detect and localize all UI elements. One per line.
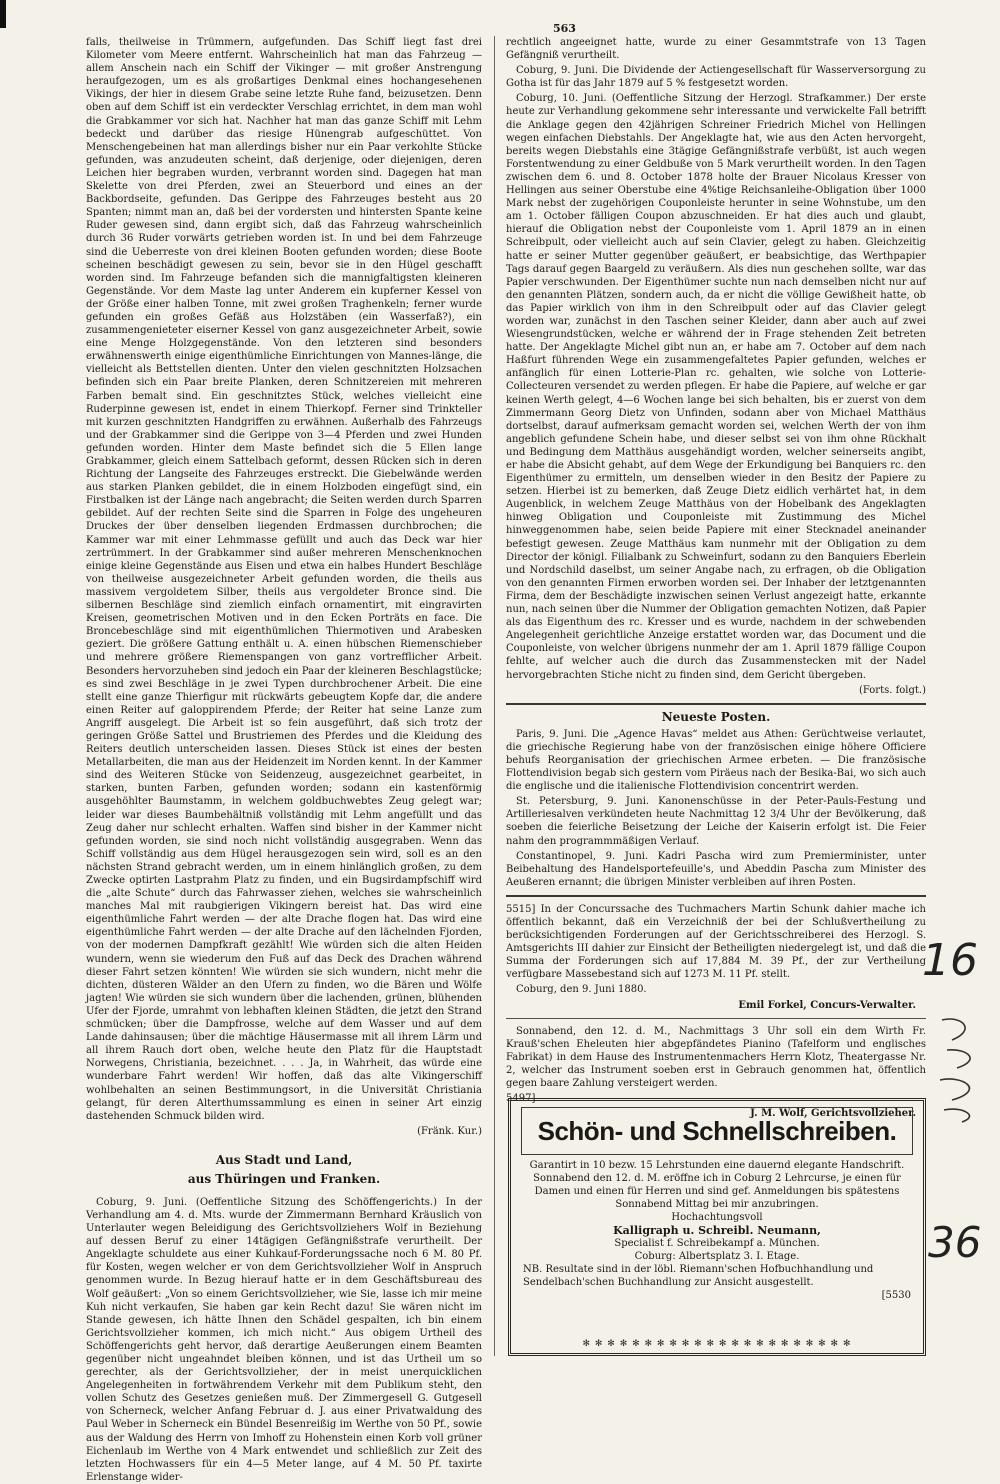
news-heading: Neueste Posten.: [661, 709, 771, 724]
article-dividend: Coburg, 9. Juni. Die Dividende der Actiengesellschaft für Wasserversorgung zu Gotha ist für das Jahr 1879 auf 5 % festgesetzt worden.: [506, 65, 926, 90]
column-divider: [494, 36, 495, 1356]
page-number: 563: [553, 22, 576, 35]
notice-rule: [506, 895, 926, 897]
news-paris: Paris, 9. Juni. Die „Agence Havas“ meldet aus Athen: Gerüchtweise verlautet, die griechische Regierung habe von der französischen einige höhere Officiere behufs Reorganisation der griechischen Armee erbeten. — Die französische Flottendivision begab sich gestern vom Piräeus nach der Besika-Bai, wo sich auch die englische und die italienische Flottendivision concentrirt werden.: [506, 728, 926, 793]
notice-pianino-signature: J. M. Wolf, Gerichtsvollzieher.: [750, 1108, 916, 1120]
scan-edge-mark: [0, 0, 6, 28]
news-constantinopel: Constantinopel, 9. Juni. Kadri Pascha wird zum Premierminister, unter Beibehaltung des Handelsportefeuille's, und Abeddin Pascha zum Minister des Aeußeren ernannt; die übrigen Minister verbleiben auf ihren Posten.: [506, 850, 926, 888]
advertisement-line-nb: NB. Resultate sind in der löbl. Riemann'schen Hofbuchhandlung und Sendelbach'schen Buchhandlung zur Ansicht ausgestellt.: [523, 1264, 874, 1288]
advertisement-title: Schön- und Schnellschreiben.: [521, 1107, 913, 1155]
notice-pianino: Sonnabend, den 12. d. M., Nachmittags 3 Uhr soll ein dem Wirth Fr. Krauß'schen Eheleuten hier abgepfändetes Pianino (Tafelform und englisches Fabrikat) in dem Hause des Instrumentenmachers Herrn Klotz, Theatergasse Nr. 2, welcher das Instrument soeben erst in Gebrauch genommen hat, öffentlich gegen baare Zahlung versteigert werden.: [506, 1025, 926, 1090]
notice-pianino-ref: 5497]: [506, 1093, 536, 1105]
notice-concurs: 5515] In der Concurssache des Tuchmachers Martin Schunk dahier mache ich öffentlich bekannt, daß ein Verzeichniß der bei der Schlußvertheilung zu berücksichtigenden Forderungen auf der Gerichtsschreiberei des Herzogl. S. Amtsgerichts III dahier zur Einsicht der Betheiligten niedergelegt ist, und daß die Summa der Forderungen sich auf 17,884 M. 39 Pf., der zur Vertheilung verfügbare Massebestand sich auf 1273 M. 11 Pf. stellt.: [506, 903, 926, 981]
handwritten-margin-note-36: 36: [928, 1218, 982, 1267]
article-source: (Fränk. Kur.): [417, 1125, 482, 1137]
notice-concurs-date: Coburg, den 9. Juni 1880.: [516, 984, 647, 996]
news-petersburg: St. Petersburg, 9. Juni. Kanonenschüsse in der Peter-Pauls-Festung und Artilleriesalven verkündeten heute Nachmittag 12 3/4 Uhr der Bevölkerung, daß soeben die feierliche Beisetzung der Leiche der Kaiserin erfolgt ist. Die Feier nahm den programmmäßigen Verlauf.: [506, 796, 926, 847]
advertisement-line-address: Coburg: Albertsplatz 3. I. Etage.: [634, 1251, 800, 1262]
article-continuation: rechtlich angeeignet hatte, wurde zu einer Gesammtstrafe von 13 Tagen Gefängniß verurtheilt.: [506, 37, 926, 62]
article-continued-note: (Forts. folgt.): [858, 684, 926, 696]
advertisement-line-name: Kalligraph u. Schreibl. Neumann,: [613, 1224, 821, 1237]
advertisement-line-guarantee: Garantirt in 10 bezw. 15 Lehrstunden eine dauernd elegante Handschrift.: [529, 1160, 905, 1171]
handwritten-margin-scribble: [932, 1010, 992, 1130]
advertisement-line-courses: Sonnabend den 12. d. M. eröffne ich in Coburg 2 Lehrcurse, je einen für Damen und einen für Herren und sind gef. Anmeldungen bis spätestens Sonnabend Mittag bei mir anzubringen.: [533, 1173, 901, 1210]
handwritten-margin-note-16: 16: [922, 935, 978, 986]
notice-divider: [506, 1018, 926, 1019]
notice-concurs-signature: Emil Forkel, Concurs-Verwalter.: [738, 999, 916, 1011]
section-heading-line-1: Aus Stadt und Land,: [215, 1152, 353, 1167]
advertisement-line-greeting: Hochachtungsvoll: [671, 1212, 763, 1223]
advertisement-line-specialist: Specialist f. Schreibekampf a. München.: [614, 1238, 820, 1249]
article-strafkammer: Coburg, 10. Juni. (Oeffentliche Sitzung der Herzogl. Strafkammer.) Der erste heute zur Verhandlung gekommene sehr interessante und verwickelte Fall betrifft die Anklage gegen den 42jährigen Schreiner Friedrich Michel von Hellingen wegen einfachen Diebstahls. Der Angeklagte hat, wie aus den Acten hervorgeht, bereits wegen Diebstahls eine 3tägige Gefängnißstrafe verbüßt, ist auch wegen Forstentwendung zu einer Geldbuße von 5 Mark verurtheilt worden. In den Tagen zwischen dem 6. und 8. October 1878 holte der Brauer Nicolaus Kresser von Hellingen aus seiner Oberstube eine 4%tige Reichsanleihe-Obligation über 1000 Mark nebst der zugehörigen Couponleiste herunter in seine Wohnstube, um den am 1. October fälligen Coupon abzuschneiden. Er hat dies auch und glaubt, hierauf die Obligation nebst der Couponleiste vom 1. April 1879 an in einen Schreibpult, oder vielleicht auch auf sein Clavier, gelegt zu haben. Gleichzeitig hatte er seiner Mutter gegenüber geäußert, er beabsichtige, das Werthpapier Tags darauf gegen Baargeld zu veräußern. Als dies nun geschehen sollte, war das Papier verschwunden. Der Eigenthümer suchte nun nach demselben nicht nur auf den genannten Plätzen, sondern auch, da er nicht die völlige Gewißheit hatte, ob das Papier wirklich von ihm in den Schreibpult oder auf das Clavier gelegt worden war, zunächst in den Taschen seiner Kleider, dann aber auch auf zwei Wiesengrundstücken, welche er während der in Frage stehenden Zeit betreten hatte. Der Angeklagte Michel gibt nun an, er habe am 7. October auf dem nach Haßfurt führenden Wege ein zusammengefaltetes Papier gefunden, welches er anfänglich für einen Lotterie-Plan rc. gehalten, wie solche von Lotterie-Collecteuren versendet zu werden pflegen. Er habe die Papiere, auf welche er gar keinen Werth gelegt, 4—6 Wochen lange bei sich behalten, bis er zuerst von dem Zimmermann Georg Dietz von Unfinden, sodann aber von Michael Matthäus dortselbst, darauf aufmerksam gemacht worden sei, welchen Werth der von ihm angeblich gefundene Schein habe, und dieser selbst sei von ihm ohne Rückhalt und Bedingung dem Matthäus ausgehändigt worden, welcher seinerseits angibt, er habe die Absicht gehabt, auf dem Wege der Erkundigung bei Banquiers rc. den Eigenthümer zu ermitteln, um denselben wieder in den Besitz der Papiere zu setzen. Hierbei ist zu bemerken, daß Zeuge Dietz eidlich verhärtet hat, in dem Augenblick, in welchem Zeuge Matthäus von der Hobelbank des Angeklagten hinweg Obligation und Couponleiste mit Zustimmung des Michel hinweggenommen habe, seien beide Papiere mit einer Stecknadel aneinander befestigt gewesen. Zeuge Matthäus kam nunmehr mit der Obligation zu dem Director der königl. Filialbank zu Schweinfurt, sodann zu den Banquiers Eberlein und Nordschild daselbst, um seiner Angabe nach, zu erfragen, ob die Obligation von den genannten Firmen erworben worden sei. Der Inhaber der letztgenannten Firma, dem der Beschädigte inzwischen seinen Verlust angezeigt hatte, erkannte nun, nach seinen über die Nummer der Obligation gemachten Notizen, daß Papier als das Eigenthum des rc. Kresser und es wurde, nachdem in der schwebenden Angelegenheit gerichtliche Anzeige erstattet worden war, das Document und die Couponleiste, von welcher übrigens nunmehr der am 1. April 1879 fällige Coupon fehlte, auf welcher auch die durch das Zusammenstecken mit der Nadel hervorgebrachten Stiche nicht zu finden sind, dem Gericht übergeben.: [506, 93, 926, 681]
advertisement-schreiben: [508, 1098, 926, 1356]
advertisement-ref: [5530: [881, 1290, 911, 1301]
advertisement-ornament-border: ✻ ✻ ✻ ✻ ✻ ✻ ✻ ✻ ✻ ✻ ✻ ✻ ✻ ✻ ✻ ✻ ✻ ✻ ✻ ✻ ✻ ✻: [582, 1339, 852, 1349]
article-viking-ship: falls, theilweise in Trümmern, aufgefunden. Das Schiff liegt fast drei Kilometer vom Meere entfernt. Wahrscheinlich hat man das Fahrzeug — allem Anschein nach ein Schiff der Vikinger — mit großer Anstrengung heraufgezogen, um es als großartiges Denkmal eines hochangesehenen Vikings, der hier in diesem Grabe seine letzte Ruhe fand, beizusetzen. Denn oben auf dem Schiff ist ein verdeckter Verschlag errichtet, in dem man wohl die Grabkammer vor sich hat. Nachher hat man das ganze Schiff mit Lehm bedeckt und darüber das riesige Hünengrab aufgeschüttet. Von Menschengebeinen hat man allerdings bisher nur ein Paar verkohlte Stücke gefunden, was anzudeuten scheint, daß derjenige, oder diejenigen, deren Leichen hier begraben wurden, verbrannt worden sind. Dagegen hat man Skelette von drei Pferden, zwei an Steuerbord und eines an der Backbordseite, gefunden. Das Gerippe des Fahrzeuges besteht aus 20 Spanten; nimmt man an, daß bei der vordersten und hintersten Spante keine Ruder gewesen sind, dann ergibt sich, daß das Fahrzeug wahrscheinlich durch 36 Ruder vorwärts getrieben worden ist. In und bei dem Fahrzeuge sind die Ueberreste von drei kleinen Booten gefunden worden; diese Boote scheinen beschädigt gewesen zu sein, bevor sie in den Hügel geschafft worden sind. Im Fahrzeuge befanden sich die mannigfaltigsten kleineren Gegenstände. Vor dem Maste lag unter Anderem ein kupferner Kessel von der Größe einer halben Tonne, mit zwei großen Traghenkeln; ferner wurde gefunden ein großes Gefäß aus Holzstäben (ein Wasserfaß?), ein zusammengenieteter eiserner Kessel von ganz ausgezeichneter Arbeit, sowie eine Menge Holzgegenstände. Von den letzteren sind besonders erwähnenswerth einige eigenthümliche Einrichtungen von Mannes-länge, die vielleicht als Bettstellen dienten. Unter den vielen geschnitzten Holzsachen befinden sich ein Paar breite Planken, deren Schnitzereien mit mehreren Farben bemalt sind. Ein geschnitztes Stück, welches vielleicht eine Ruderpinne gewesen ist, endet in einem Thierkopf. Ferner sind Trinkteller mit kurzen geschnitzten Handgriffen zu erwähnen. Außerhalb des Fahrzeugs und der Grabkammer sind die Gerippe von 3—4 Pferden und zwei Hunden gefunden worden. Hinter dem Maste befindet sich die 5 Ellen lange Grabkammer, gleich einem Sattelbach geformt, dessen Rücken sich in deren Richtung der Langseite des Fahrzeuges erstreckt. Die Giebelwände werden aus starken Planken gebildet, die in einem Holzboden eingefügt sind, ein Firstbalken ist der Länge nach angebracht; die Seiten werden durch Sparren gebildet. Auf der rechten Seite sind die Sparren in Folge des ungeheuren Druckes der über denselben liegenden Erdmassen durchbrochen; die Kammer war mit einer Lehmmasse gefüllt und auch das Deck war hier zertrümmert. In der Grabkammer sind außer mehreren Menschenknochen einige kleine Gegenstände aus Eisen und etwa ein halbes Hundert Beschläge von theilweise ausgezeichneter Arbeit gefunden worden, die theils aus massivem vergoldetem Silber, theils aus vergoldeter Bronce sind. Die silbernen Beschläge sind ziemlich einfach ornamentirt, mit eingravirten Kreisen, geometrischen Motiven und in den Ecken Porträts en face. Die Broncebeschläge sind mit eigenthümlichen Thiermotiven und Arabesken geziert. Die größere Gattung enthält u. A. einen hübschen Riemenschieber und mehrere größere Riemenspangen von ganz vortrefflicher Arbeit. Besonders hervorzuheben sind jedoch ein Paar der kleineren Beschlagstücke; es sind zwei Beschläge in je zwei Typen durchbrochener Arbeit. Die eine stellt eine ganze Thierfigur mit rückwärts gebeugtem Kopfe dar, die andere einen Reiter auf galoppirendem Pferde; der Reiter hat seine Lanze zum Angriff ausgelegt. Die Arbeit ist so fein ausgeführt, daß sich trotz der geringen Größe Sattel und Brustriemen des Pferdes und die Kleidung des Reiters deutlich unterscheiden lassen. Dieses Stück ist eines der besten Metallarbeiten, die man aus der Heidenzeit im Norden kennt. In der Kammer sind des Weiteren Stücke von Seidenzeug, ausgezeichnet gearbeitet, in starken, bunten Farben, gefunden worden; sodann ein kastenförmig ausgehöhlter Baumstamm, in welchem goldbuchwebtes Zeug gelegt war; leider war dieses Baumbehältniß vollständig mit Lehm angefüllt und das Zeug daher nur schlecht erhalten. Waffen sind bisher in der Kammer nicht gefunden worden, sie sind noch nicht vollständig ausgegraben. Wenn das Schiff vollständig aus dem Hügel herausgezogen sein wird, soll es an den nächsten Strand gebracht werden, um in einem hinlänglich großen, zu dem Zwecke optirten Lastprahm Platz zu finden, und ein Bugsirdampfschiff wird die „alte Schute“ durch das Fahrwasser ziehen, welches sie wahrscheinlich manches Mal mit raubgierigen Vikingern bereist hat. Das wird eine eigenthümliche Fahrt werden — der alte Drache flogen hat. Das wird eine eigenthümliche Fahrt werden — der alte Drache auf den lächelnden Fjorden, von der modernen Dampfkraft gezählt! Wie würden sich die alten Heiden wundern, wenn sie wiederum den Fuß auf das Deck des Drachen während dieser Fahrt setzen könnten! Wie würden sie sich wundern, nicht mehr die dichten, düsteren Wälder an den Ufern zu finden, wo die Bären und Wölfe jagten! Wie würden sie sich wundern über die lachenden, grünen, blühenden Ufer der Fjorde, umrahmt von lebhaften kleinen Städten, die jetzt den Strand schmücken; über die Dampfrosse, welche auf dem Wasser und auf dem Lande dahinsausen; über die mächtige Häusermasse mit all ihrem Lärm und all ihrem Rauch dort oben, welche heute den Platz für die Hauptstadt Norwegens, Christiania, bezeichnet. . . . Ja, in Wahrheit, das würde eine wunderbare Fahrt werden! Wir hoffen, daß das alte Vikingerschiff wohlbehalten an seinen Bestimmungsort, in die Universität Christiania gelangt, für deren Alterthumssammlung es einen in seiner Art einzig dastehenden Schmuck bilden wird.: [86, 37, 482, 1122]
section-rule: [506, 703, 926, 705]
section-heading-line-2: aus Thüringen und Franken.: [187, 1171, 381, 1186]
left-column: [86, 36, 482, 1483]
advertisement-body: [523, 1159, 911, 1302]
article-coburg-court: Coburg, 9. Juni. (Oeffentliche Sitzung des Schöffengerichts.) In der Verhandlung am 4. d. Mts. wurde der Zimmermann Bernhard Kräuslich von Unterlauter wegen Beleidigung des Gerichtsvollziehers Wolf in Beziehung auf dessen Beruf zu einer 14tägigen Gefängnißstrafe verurtheilt. Der Angeklagte schuldete aus einer Kuhkauf-Forderungssache noch 6 M. 80 Pf. für Kosten, wegen welcher er von dem Gerichtsvollzieher Wolf in Anspruch genommen wurde. In Bezug hierauf hatte er in dem Geschäftsbureau des Wolf geäußert: „Von so einem Gerichtsvollzieher, wie Sie, lasse ich mir meine Kuh nicht verkaufen, Sie haben gar kein Recht dazu! Sie wären nicht im Stande gewesen, ich hätte Ihnen den Schädel gespalten, ich bin einem Gerichtsvollzieher kommen, ich mich nicht.“ Aus obigem Urtheil des Schöffengerichts geht hervor, daß derartige Aeußerungen einem Beamten gegenüber nicht ungeahndet bleiben können, und ist das Urtheil um so gerechter, als der Gerichtsvollzieher, der in meist unerquicklichen Angelegenheiten in fortwährendem Verkehr mit dem Publikum steht, den vollen Schutz des Gesetzes genießen muß. Der Zimmergesell G. Gutgesell von Scherneck, welcher Anfang Februar d. J. aus einer Privatwaldung des Paul Weber in Scherneck ein Bündel Besenreißig im Werthe von 50 Pf., sowie aus der Waldung des Herrn von Imhoff zu Hohenstein einen Korb voll grüner Eichenlaub im Werthe von 4 Mark entwendet und schließlich zur Zeit des letzten Hochwassers für ein 4—5 Meter lange, auf 4 M. 50 Pf. taxirte Erlenstange wider-: [86, 1196, 482, 1483]
